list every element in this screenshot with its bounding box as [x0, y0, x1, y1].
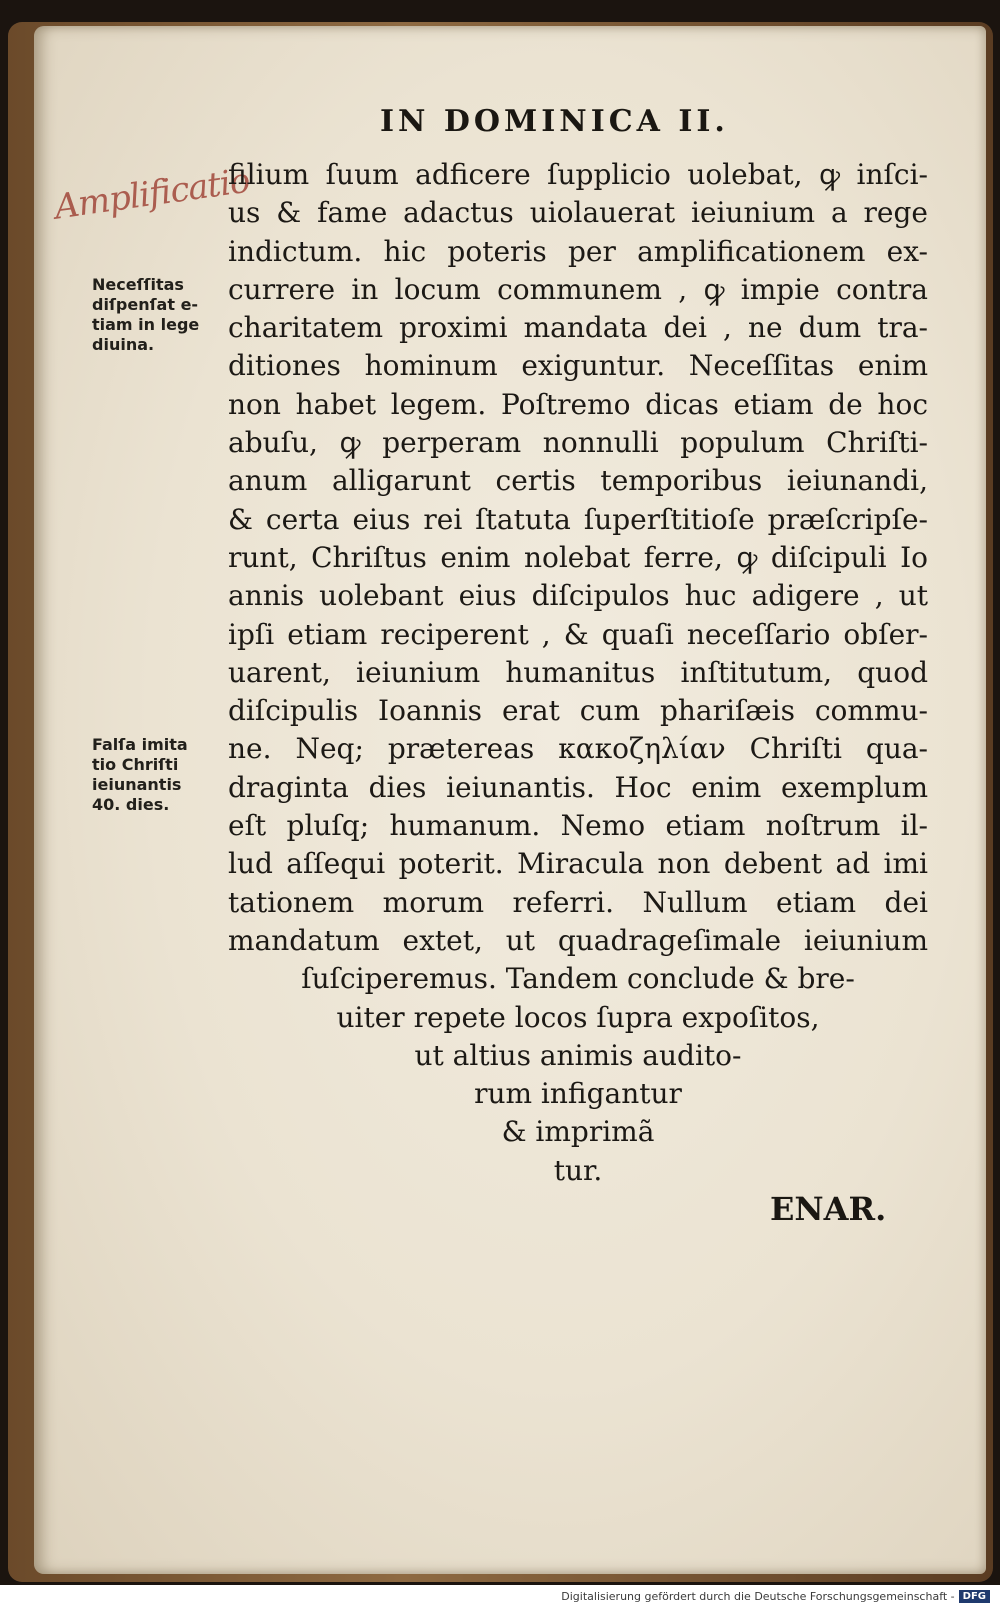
- footer: [561, 1590, 990, 1603]
- text-line: anum alligarunt certis temporibus ieiunandi,: [228, 464, 928, 498]
- text-line: us & fame adactus uiolauerat ieiunium a rege: [228, 196, 928, 230]
- text-line: runt, Chriſtus enim nolebat ferre, ꝙ diſcipuli Io: [228, 540, 928, 574]
- text-line: uarent, ieiunium humanitus inſtitutum, quod: [228, 655, 928, 689]
- text-line: lud aſſequi poterit. Miracula non debent ad imi: [228, 847, 928, 881]
- catchword: ENAR.: [770, 1190, 887, 1228]
- margin-note: Falſa imita tio Chriſti ieiunantis 40. dies.: [92, 734, 188, 814]
- text-line: annis uolebant eius diſcipulos huc adigere , ut: [228, 579, 928, 613]
- text-line: eſt pluſq; humanum. Nemo etiam noſtrum il-: [228, 809, 928, 843]
- footer-credit: Digitalisierung gefördert durch die Deutsche Forschungsgemeinschaft -: [561, 1590, 955, 1603]
- text-line: filium ſuum adficere ſupplicio uolebat, ꝙ inſci-: [228, 158, 928, 191]
- margin-note: Neceſſitas diſpenſat e- tiam in lege diuina.: [92, 274, 200, 354]
- text-line: tationem morum referri. Nullum etiam dei: [228, 885, 928, 919]
- text-line: draginta dies ieiunantis. Hoc enim exemplum: [228, 770, 928, 804]
- text-line: & imprimã: [501, 1115, 655, 1149]
- text-line: non habet legem. Poſtremo dicas etiam de hoc: [228, 387, 928, 421]
- text-line: & certa eius rei ſtatuta ſuperſtitioſe præſcripſe-: [228, 502, 928, 536]
- text-line: currere in locum communem , ꝙ impie contra: [228, 272, 928, 306]
- dfg-logo: DFG: [959, 1590, 990, 1603]
- text-line: ne. Neq; prætereas κακοζηλίαν Chriſti qua-: [228, 732, 928, 766]
- handwritten-annotation: Amplificatio: [52, 160, 252, 228]
- text-line: charitatem proximi mandata dei , ne dum tra-: [228, 311, 928, 345]
- text-line: ſuſciperemus. Tandem conclude & bre-: [301, 962, 855, 996]
- text-line: diſcipulis Ioannis erat cum phariſæis commu-: [228, 694, 928, 728]
- text-line: ut altius animis audito-: [414, 1038, 742, 1072]
- text-line: uiter repete locos ſupra expoſitos,: [336, 1000, 820, 1034]
- text-line: mandatum extet, ut quadrageſimale ieiunium: [228, 923, 928, 957]
- text-line: indictum. hic poteris per amplificationem ex-: [228, 234, 928, 268]
- text-line: tur.: [553, 1153, 603, 1187]
- text-line: ipſi etiam reciperent , & quaſi neceſſario obſer-: [228, 617, 928, 651]
- text-line: rum infigantur: [474, 1077, 682, 1111]
- body-text: [228, 156, 928, 1190]
- text-line: ditiones hominum exiguntur. Neceſſitas enim: [228, 349, 928, 383]
- text-line: abuſu, ꝙ perperam nonnulli populum Chriſti-: [228, 426, 928, 460]
- running-head: IN DOMINICA II.: [380, 104, 729, 139]
